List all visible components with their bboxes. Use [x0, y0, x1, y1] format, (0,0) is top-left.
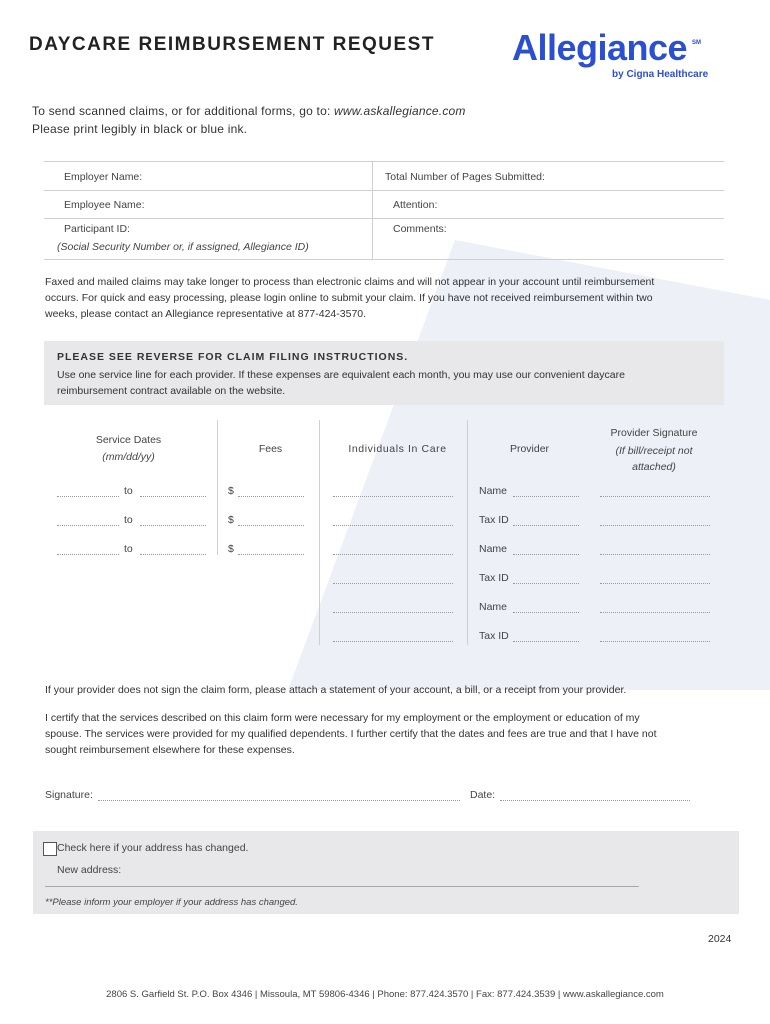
dollar-sign: $: [228, 543, 234, 555]
individuals-field-2[interactable]: [333, 525, 453, 526]
provider-taxid-field-1[interactable]: [513, 525, 579, 526]
instructions-heading: PLEASE SEE REVERSE FOR CLAIM FILING INSTRUCTIONS.: [57, 351, 409, 363]
col-provider-signature: Provider Signature: [610, 427, 698, 439]
table-divider: [319, 420, 320, 645]
signature-label: Signature:: [45, 789, 93, 801]
instructions-body: Use one service line for each provider. If these expenses are equivalent each month, you may use our convenient daycare reimbursement contract available on the website.: [57, 369, 625, 397]
fee-field-2[interactable]: [238, 525, 304, 526]
service-date-from-2[interactable]: [57, 525, 119, 526]
individuals-field-5[interactable]: [333, 612, 453, 613]
footer-contact: 2806 S. Garfield St. P.O. Box 4346 | Missoula, MT 59806-4346 | Phone: 877.424.3570 | Fax: 877.424.3539 | www.askallegiance.com: [106, 989, 664, 1000]
signature-field-6[interactable]: [600, 641, 710, 642]
to-label: to: [124, 543, 133, 555]
attention-field[interactable]: Attention:: [393, 199, 438, 211]
individuals-field-1[interactable]: [333, 496, 453, 497]
col-service-dates: Service Dates: [95, 434, 162, 446]
service-date-from-3[interactable]: [57, 554, 119, 555]
provider-taxid-field-2[interactable]: [513, 583, 579, 584]
certification-statement: I certify that the services described on this claim form were necessary for my employment or the employment or education of my spouse. The services were provided for my qualified dependents. I further certify that the dates and fees are true and that I have not sought reimbursement elsewhere for these expenses.: [45, 712, 657, 756]
grid-line: [44, 259, 724, 260]
individuals-field-4[interactable]: [333, 583, 453, 584]
signature-field-1[interactable]: [600, 496, 710, 497]
provider-name-label: Name: [479, 543, 508, 555]
dollar-sign: $: [228, 514, 234, 526]
col-signature-note: (If bill/receipt not attached): [615, 445, 693, 473]
logo-subtitle: by Cigna Healthcare: [612, 69, 709, 80]
signature-field-2[interactable]: [600, 525, 710, 526]
intro-line-1: [32, 104, 466, 118]
website-link[interactable]: www.askallegiance.com: [334, 104, 466, 118]
participant-id-field[interactable]: Participant ID:: [64, 223, 130, 235]
processing-notice: Faxed and mailed claims may take longer to process than electronic claims and will not appear in your account until reimbursement occurs. For quick and easy processing, please login online to submit your claim. If you have not received reimbursement within two weeks, please contact an Allegiance representative at 877-424-3570.: [45, 276, 655, 320]
logo-service-mark: SM: [692, 40, 701, 46]
provider-taxid-label: Tax ID: [479, 572, 509, 584]
provider-taxid-label: Tax ID: [479, 630, 509, 642]
grid-line: [44, 161, 724, 162]
individuals-field-6[interactable]: [333, 641, 453, 642]
allegiance-logo: Allegiance: [512, 27, 688, 68]
service-date-to-3[interactable]: [140, 554, 206, 555]
comments-field[interactable]: Comments:: [393, 223, 447, 235]
intro-text: To send scanned claims, or for additional forms, go to:: [32, 104, 335, 118]
signature-field-5[interactable]: [600, 612, 710, 613]
col-provider: Provider: [509, 443, 550, 455]
provider-name-field-3[interactable]: [513, 612, 579, 613]
service-date-from-1[interactable]: [57, 496, 119, 497]
dollar-sign: $: [228, 485, 234, 497]
date-field[interactable]: [500, 800, 690, 801]
fee-field-1[interactable]: [238, 496, 304, 497]
form-title: DAYCARE REIMBURSEMENT REQUEST: [29, 34, 435, 55]
grid-line: [44, 218, 724, 219]
participant-id-note: (Social Security Number or, if assigned, Allegiance ID): [57, 241, 309, 253]
table-divider: [467, 420, 468, 645]
new-address-label: New address:: [57, 864, 122, 876]
new-address-field[interactable]: ____________________________________________________________________________________________________________________________________________________: [45, 877, 638, 887]
date-label: Date:: [470, 789, 496, 801]
col-individuals: Individuals In Care: [348, 443, 447, 455]
grid-divider: [372, 161, 373, 259]
provider-taxid-field-3[interactable]: [513, 641, 579, 642]
col-fees: Fees: [258, 443, 283, 455]
service-date-to-1[interactable]: [140, 496, 206, 497]
intro-line-2: Please print legibly in black or blue ink.: [32, 122, 248, 136]
provider-name-label: Name: [479, 485, 508, 497]
form-year: 2024: [708, 933, 732, 945]
col-service-dates-format: (mm/dd/yy): [102, 451, 155, 463]
employee-name-field[interactable]: Employee Name:: [64, 199, 145, 211]
address-changed-checkbox[interactable]: [43, 842, 57, 856]
provider-name-label: Name: [479, 601, 508, 613]
address-changed-label: Check here if your address has changed.: [57, 842, 249, 854]
address-note: **Please inform your employer if your address has changed.: [45, 897, 298, 908]
total-pages-field[interactable]: Total Number of Pages Submitted:: [385, 171, 545, 183]
signature-field-4[interactable]: [600, 583, 710, 584]
provider-taxid-label: Tax ID: [479, 514, 509, 526]
signature-field[interactable]: [98, 800, 460, 801]
service-date-to-2[interactable]: [140, 525, 206, 526]
to-label: to: [124, 514, 133, 526]
employer-name-field[interactable]: Employer Name:: [64, 171, 143, 183]
fee-field-3[interactable]: [238, 554, 304, 555]
individuals-field-3[interactable]: [333, 554, 453, 555]
provider-name-field-1[interactable]: [513, 496, 579, 497]
table-divider: [217, 420, 218, 555]
signature-field-3[interactable]: [600, 554, 710, 555]
to-label: to: [124, 485, 133, 497]
provider-name-field-2[interactable]: [513, 554, 579, 555]
grid-line: [44, 190, 724, 191]
provider-signature-note: If your provider does not sign the claim form, please attach a statement of your account, a bill, or a receipt from your provider.: [45, 684, 627, 696]
